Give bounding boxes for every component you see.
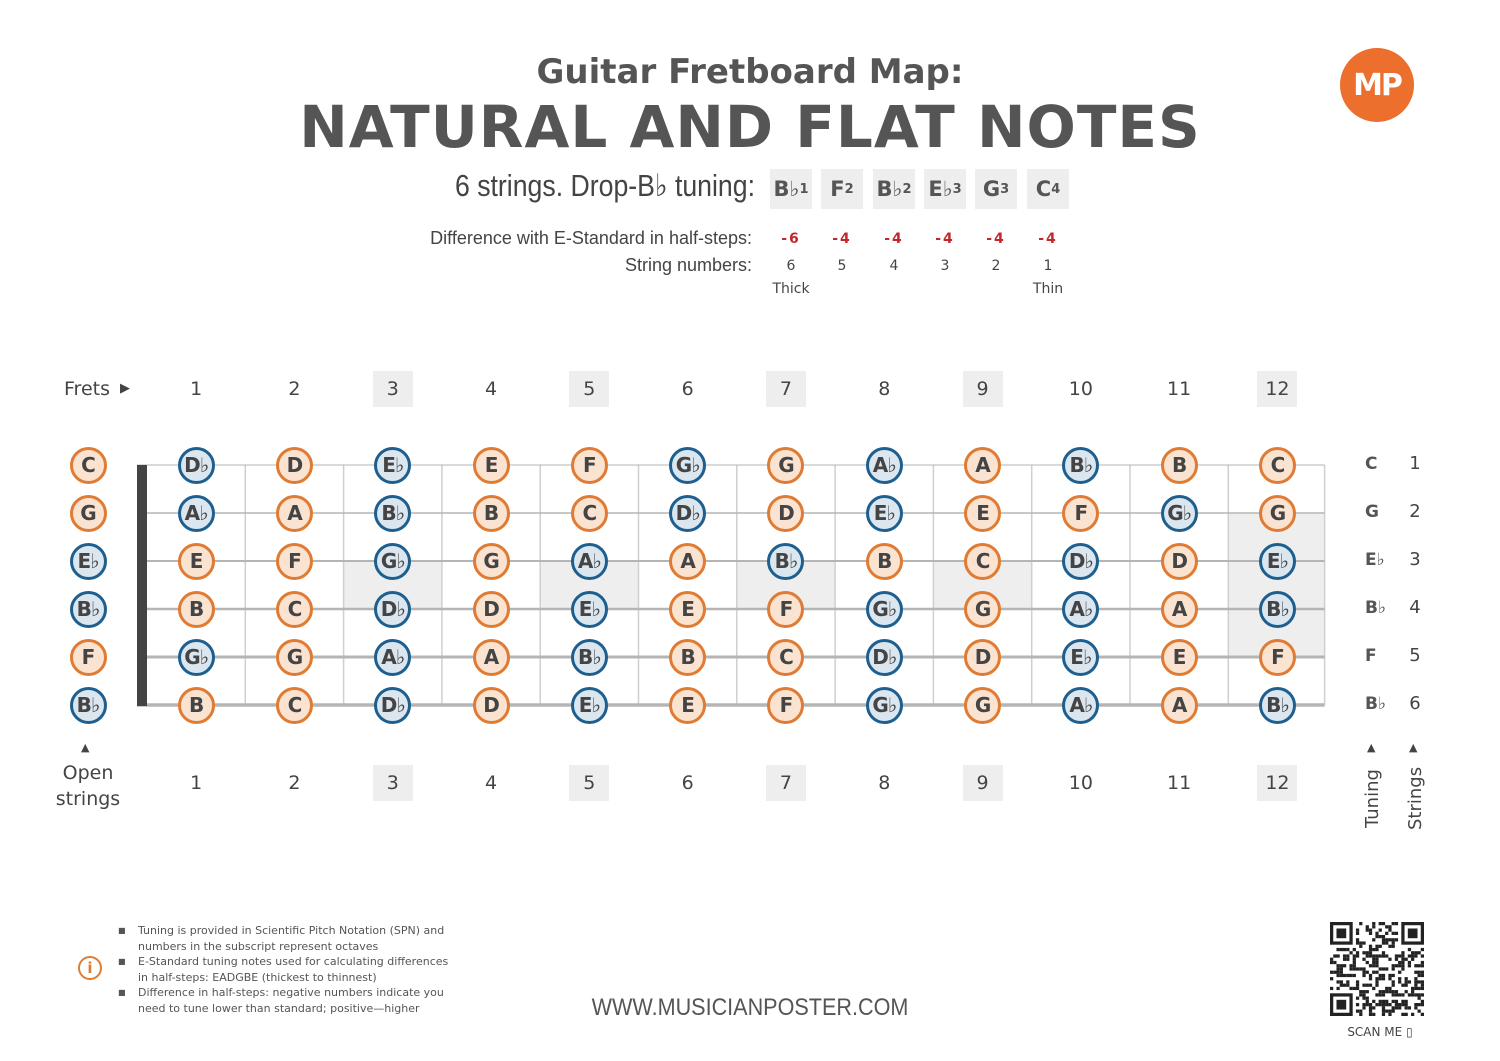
string-number: 6 [786,258,796,274]
fret-number: 2 [288,378,301,400]
fret-note: A [1161,591,1198,628]
tuning-note-name: B♭ [876,177,903,201]
difference-value: -6 [781,231,801,247]
fret-note: F [571,447,608,484]
fret-note: A♭ [571,543,608,580]
tuning-note-octave: 4 [1051,181,1061,197]
string-number-label: 5 [1409,645,1421,666]
fret-note: C [276,591,313,628]
fret-note: B [178,591,215,628]
string-tuning-label: F [1365,646,1377,666]
difference-value: -4 [935,231,955,247]
logo-icon[interactable]: MP [1340,48,1414,122]
fret-number: 3 [373,765,413,801]
fret-note: B [178,687,215,724]
tuning-axis-label: Tuning [1362,769,1383,828]
fret-note: A♭ [1062,687,1099,724]
string-tuning-label: G [1365,502,1379,522]
page-title: NATURAL AND FLAT NOTES [299,93,1201,161]
fret-note: F [276,543,313,580]
fret-note: E [669,687,706,724]
fret-note: A♭ [1062,591,1099,628]
footnote: ■ Tuning is provided in Scientific Pitch Notation (SPN) and numbers in the subscript represent octaves [116,923,461,954]
tuning-note-octave: 1 [799,181,809,197]
fret-number: 8 [878,772,891,794]
fret-note: G♭ [178,639,215,676]
string-tuning-label: E♭ [1365,550,1385,570]
fret-number: 1 [190,772,203,794]
fret-number: 10 [1068,772,1093,794]
fret-number: 11 [1167,378,1192,400]
string-number: 1 [1043,258,1053,274]
fret-note: B♭ [571,639,608,676]
fret-note: G♭ [866,687,903,724]
string-tuning-label: C [1365,454,1378,474]
string-number-label: 6 [1409,693,1421,714]
arrow-up-icon: ▲ [1367,741,1376,754]
fret-note: C [964,543,1001,580]
fret-note: G [1259,495,1296,532]
difference-value: -4 [1038,231,1058,247]
difference-value: -4 [832,231,852,247]
fret-note: F [1259,639,1296,676]
open-string-note: B♭ [70,591,107,628]
tuning-note-name: G [982,177,1001,201]
fret-note: C [276,687,313,724]
fret-inlay [1228,513,1324,657]
open-strings-label-1: Open [62,762,114,784]
title-line-1: Guitar Fretboard Map: [536,52,964,92]
tuning-note-name: C [1035,177,1052,201]
fret-note: G♭ [1161,495,1198,532]
fret-number: 4 [485,378,498,400]
footnote: ■ E-Standard tuning notes used for calculating differences in half-steps: EADGBE (thickest to thinnest) [116,954,461,985]
fret-note: C [571,495,608,532]
fret-number: 6 [681,378,694,400]
tuning-note-name: E♭ [928,177,953,201]
fret-number: 11 [1167,772,1192,794]
fret-note: D♭ [866,639,903,676]
tuning-note-name: B♭ [773,177,800,201]
fret-note: D [964,639,1001,676]
fret-note: D [276,447,313,484]
fret-note: D [473,687,510,724]
tuning-note-octave: 3 [1000,181,1010,197]
thick-label: Thick [772,281,810,297]
string-numbers-label: String numbers: [624,255,752,275]
fret-note: E♭ [571,687,608,724]
string-tuning-label: B♭ [1365,694,1386,714]
arrow-up-icon: ▲ [81,741,90,754]
fret-number: 7 [766,371,806,407]
fret-note: E [1161,639,1198,676]
fret-note: D♭ [374,687,411,724]
fret-number: 9 [963,765,1003,801]
fret-note: C [767,639,804,676]
nut [137,465,147,706]
fret-note: G♭ [374,543,411,580]
fret-note: E [178,543,215,580]
fret-number: 12 [1257,371,1297,407]
fret-number: 3 [373,371,413,407]
tuning-note-octave: 3 [952,181,962,197]
phone-icon: ▯ [1406,1025,1413,1039]
qr-code-icon[interactable] [1330,922,1424,1016]
fret-number: 9 [963,371,1003,407]
fret-note: F [1062,495,1099,532]
fret-note: B [669,639,706,676]
tuning-note-octave: 2 [902,181,912,197]
fret-note: G♭ [669,447,706,484]
fret-note: E [669,591,706,628]
open-string-note: G [70,495,107,532]
fret-note: G♭ [866,591,903,628]
scan-me-label [1335,1025,1425,1039]
fret-note: B♭ [374,495,411,532]
difference-label: Difference with E-Standard in half-steps: [430,228,752,248]
fret-note: D♭ [669,495,706,532]
fret-note: D [1161,543,1198,580]
fret-note: E♭ [1062,639,1099,676]
footnote: ■ Difference in half-steps: negative numbers indicate you need to tune lower than standard; positive—higher [116,985,461,1016]
fret-note: B♭ [1259,687,1296,724]
fret-number: 5 [569,765,609,801]
fret-note: D [473,591,510,628]
fret-note: B♭ [1259,591,1296,628]
open-string-note: B♭ [70,687,107,724]
fret-note: B♭ [1062,447,1099,484]
string-tuning-label: B♭ [1365,598,1386,618]
fret-note: F [767,687,804,724]
fret-note: A [276,495,313,532]
string-number: 2 [991,258,1001,274]
difference-value: -4 [986,231,1006,247]
difference-value: -4 [884,231,904,247]
string-number: 5 [837,258,847,274]
fret-note: D♭ [178,447,215,484]
fret-note: B [866,543,903,580]
string-number-label: 4 [1409,597,1421,618]
open-strings-label [48,760,128,812]
fret-note: B [1161,447,1198,484]
fret-note: E♭ [571,591,608,628]
scan-me-text: SCAN ME [1347,1025,1403,1039]
fret-note: E♭ [1259,543,1296,580]
fret-note: G [767,447,804,484]
fret-note: D♭ [374,591,411,628]
string-number-label: 3 [1409,549,1421,570]
frets-label: Frets [64,378,110,400]
fret-note: D♭ [1062,543,1099,580]
tuning-description: 6 strings. Drop-B♭ tuning: [454,168,755,203]
string-number-label: 1 [1409,453,1421,474]
fret-note: A [669,543,706,580]
fret-note: A♭ [866,447,903,484]
fret-note: G [473,543,510,580]
open-string-note: F [70,639,107,676]
fret-note: G [964,591,1001,628]
tuning-note-octave: 2 [844,181,854,197]
fret-note: B [473,495,510,532]
fret-number: 6 [681,772,694,794]
fret-note: G [276,639,313,676]
fret-note: G [964,687,1001,724]
info-icon: i [78,956,102,980]
website-link[interactable]: WWW.MUSICIANPOSTER.COM [591,994,909,1021]
fret-number: 12 [1257,765,1297,801]
fret-number: 1 [190,378,203,400]
open-string-note: C [70,447,107,484]
fret-note: E [473,447,510,484]
fret-note: A [1161,687,1198,724]
arrow-right-icon: ▶ [120,381,130,396]
fret-note: A [473,639,510,676]
string-number: 3 [940,258,950,274]
fret-number: 4 [485,772,498,794]
fret-number: 8 [878,378,891,400]
fret-note: B♭ [767,543,804,580]
open-string-note: E♭ [70,543,107,580]
fret-number: 5 [569,371,609,407]
fret-note: E [964,495,1001,532]
string-number: 4 [889,258,899,274]
strings-axis-label: Strings [1405,766,1426,830]
fret-number: 7 [766,765,806,801]
fret-note: C [1259,447,1296,484]
fret-note: F [767,591,804,628]
fret-note: E♭ [374,447,411,484]
string-number-label: 2 [1409,501,1421,522]
fret-number: 2 [288,772,301,794]
tuning-note-name: F [830,177,845,201]
fret-note: A [964,447,1001,484]
thin-label: Thin [1032,281,1064,297]
fret-number: 10 [1068,378,1093,400]
fret-note: E♭ [866,495,903,532]
fret-note: D [767,495,804,532]
arrow-up-icon: ▲ [1409,741,1418,754]
fret-note: A♭ [374,639,411,676]
open-strings-label-2: strings [55,788,121,810]
fret-note: A♭ [178,495,215,532]
